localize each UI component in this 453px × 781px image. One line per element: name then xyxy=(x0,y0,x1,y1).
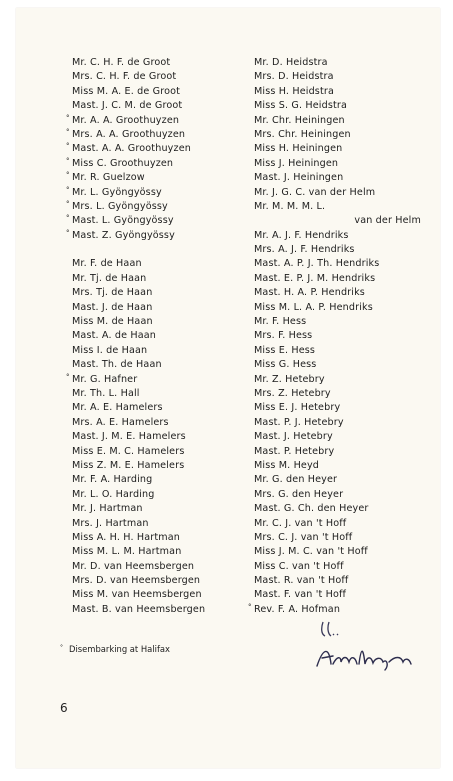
passenger-entry xyxy=(72,473,262,487)
passenger-name: Mr. F. Hess xyxy=(254,316,307,328)
passenger-name: Miss S. G. Heidstra xyxy=(254,100,348,112)
disembark-marker: ° xyxy=(66,127,70,136)
passenger-entry xyxy=(66,228,262,243)
passenger-entry xyxy=(254,157,439,171)
passenger-entry xyxy=(72,344,262,358)
passenger-entry xyxy=(254,517,439,531)
passenger-name: Mr. D. Heidstra xyxy=(254,57,328,68)
passenger-name: Mrs. D. Heidstra xyxy=(254,71,334,83)
passenger-entry xyxy=(72,459,262,473)
passenger-name: Mr. R. Guelzow xyxy=(72,172,145,184)
spacer xyxy=(72,243,262,257)
passenger-name: Miss C. Groothuyzen xyxy=(72,157,174,169)
passenger-entry xyxy=(254,545,439,559)
passenger-name: Mast. J. Heiningen xyxy=(254,172,344,184)
passenger-entry xyxy=(72,488,262,502)
passenger-name: Mrs. Chr. Heiningen xyxy=(254,128,351,140)
passenger-name: Mast. J. Hetebry xyxy=(254,431,333,443)
disembark-marker: ° xyxy=(66,199,70,208)
passenger-name: Mrs. Tj. de Haan xyxy=(72,287,153,299)
passenger-name: Mrs. J. Hartman xyxy=(72,517,149,529)
passenger-name: Miss E. J. Hetebry xyxy=(254,402,341,414)
disembark-marker: ° xyxy=(248,602,252,611)
passenger-entry xyxy=(72,502,262,516)
passenger-name: Mr. L. O. Harding xyxy=(72,488,155,500)
passenger-name: Miss M. L. M. Hartman xyxy=(72,546,182,558)
footnote-marker: ° xyxy=(60,644,63,651)
passenger-name: Mrs. A. A. Groothuyzen xyxy=(72,128,186,140)
passenger-entry xyxy=(72,70,262,84)
passenger-entry xyxy=(72,286,262,300)
passenger-entry xyxy=(254,502,439,516)
passenger-list-right-column xyxy=(248,56,439,617)
passenger-entry xyxy=(72,531,262,545)
passenger-name: Mrs. C. H. F. de Groot xyxy=(72,71,177,83)
passenger-name: Mr. C. H. F. de Groot xyxy=(72,57,171,68)
passenger-name: Mr. F. A. Harding xyxy=(72,474,153,486)
passenger-name: Mast. J. C. M. de Groot xyxy=(72,100,183,112)
passenger-entry xyxy=(254,85,439,99)
passenger-name: Mast. R. van 't Hoff xyxy=(254,575,349,587)
passenger-entry xyxy=(254,430,439,444)
passenger-entry xyxy=(254,488,439,502)
page-number: 6 xyxy=(60,701,68,715)
passenger-name: Mr. F. de Haan xyxy=(72,258,142,270)
disembark-marker: ° xyxy=(66,142,70,151)
passenger-entry xyxy=(72,257,262,271)
passenger-name: Mast. B. van Heemsbergen xyxy=(72,603,206,615)
passenger-entry xyxy=(254,459,439,473)
passenger-name: Miss M. van Heemsbergen xyxy=(72,589,202,601)
disembark-marker: ° xyxy=(66,171,70,180)
passenger-name: Miss A. H. H. Hartman xyxy=(72,531,181,543)
passenger-entry xyxy=(254,214,439,228)
passenger-name: Mr. M. M. M. L. xyxy=(254,200,326,212)
passenger-entry xyxy=(254,257,439,271)
passenger-name: Mast. A. de Haan xyxy=(72,330,157,342)
passenger-entry xyxy=(72,329,262,343)
passenger-entry xyxy=(254,344,439,358)
disembark-marker: ° xyxy=(66,113,70,122)
passenger-name: Mr. Chr. Heiningen xyxy=(254,114,345,126)
passenger-entry xyxy=(254,186,439,200)
passenger-entry xyxy=(72,588,262,602)
disembark-marker: ° xyxy=(66,228,70,237)
passenger-entry xyxy=(72,430,262,444)
document-page xyxy=(16,8,440,768)
passenger-entry xyxy=(254,142,439,156)
passenger-entry xyxy=(254,301,439,315)
passenger-entry xyxy=(72,603,262,617)
passenger-name: van der Helm xyxy=(354,215,421,227)
passenger-name: Mr. D. van Heemsbergen xyxy=(72,560,195,572)
passenger-entry xyxy=(254,401,439,415)
passenger-name: Mast. E. P. J. M. Hendriks xyxy=(254,272,376,284)
passenger-entry xyxy=(66,372,262,387)
passenger-entry xyxy=(254,588,439,602)
passenger-entry xyxy=(254,358,439,372)
disembark-marker: ° xyxy=(66,214,70,223)
passenger-entry xyxy=(254,171,439,185)
passenger-entry xyxy=(66,113,262,128)
passenger-entry xyxy=(254,286,439,300)
passenger-name: Miss E. Hess xyxy=(254,344,316,356)
handwritten-signature xyxy=(309,618,419,678)
passenger-entry xyxy=(254,200,439,214)
passenger-name: Mast. G. Ch. den Heyer xyxy=(254,503,369,515)
passenger-entry xyxy=(66,199,262,214)
passenger-name: Miss M. Heyd xyxy=(254,459,320,471)
passenger-name: Mast. J. M. E. Hamelers xyxy=(72,431,186,443)
passenger-name: Mrs. G. den Heyer xyxy=(254,488,344,500)
passenger-entry xyxy=(72,545,262,559)
passenger-entry xyxy=(72,574,262,588)
passenger-name: Miss C. van 't Hoff xyxy=(254,560,344,572)
passenger-name: Mr. C. J. van 't Hoff xyxy=(254,517,347,529)
passenger-name: Mrs. F. Hess xyxy=(254,330,313,342)
passenger-name: Mr. A. A. Groothuyzen xyxy=(72,114,180,126)
passenger-entry xyxy=(72,99,262,113)
passenger-entry xyxy=(72,301,262,315)
passenger-name: Mrs. D. van Heemsbergen xyxy=(72,575,201,587)
passenger-entry xyxy=(254,560,439,574)
disembark-marker: ° xyxy=(66,372,70,381)
passenger-entry xyxy=(72,560,262,574)
passenger-entry xyxy=(254,416,439,430)
passenger-name: Miss H. Heidstra xyxy=(254,85,334,97)
passenger-name: Mr. L. Gyöngyössy xyxy=(72,186,162,198)
passenger-entry xyxy=(72,401,262,415)
passenger-name: Mast. P. Hetebry xyxy=(254,445,335,457)
passenger-name: Mast. H. A. P. Hendriks xyxy=(254,287,365,299)
passenger-entry xyxy=(254,56,439,70)
passenger-entry xyxy=(72,272,262,286)
passenger-entry xyxy=(254,373,439,387)
passenger-name: Miss I. de Haan xyxy=(72,344,148,356)
passenger-entry xyxy=(254,114,439,128)
passenger-name: Mr. J. Hartman xyxy=(72,503,143,515)
passenger-name: Miss Z. M. E. Hamelers xyxy=(72,459,185,471)
passenger-entry xyxy=(254,128,439,142)
passenger-entry xyxy=(254,445,439,459)
passenger-entry xyxy=(72,517,262,531)
passenger-entry xyxy=(72,445,262,459)
passenger-name: Mr. A. J. F. Hendriks xyxy=(254,229,349,241)
passenger-entry xyxy=(72,315,262,329)
passenger-name: Mast. P. J. Hetebry xyxy=(254,416,344,428)
passenger-name: Mrs. A. J. F. Hendriks xyxy=(254,244,355,256)
passenger-name: Rev. F. A. Hofman xyxy=(254,603,341,615)
passenger-entry xyxy=(66,127,262,142)
passenger-name: Mrs. C. J. van 't Hoff xyxy=(254,531,353,543)
passenger-entry xyxy=(72,56,262,70)
passenger-name: Mr. J. G. C. van der Helm xyxy=(254,186,376,198)
passenger-entry xyxy=(66,185,262,200)
passenger-entry xyxy=(254,272,439,286)
footnote xyxy=(60,644,170,654)
passenger-name: Mrs. L. Gyöngyössy xyxy=(72,200,168,212)
passenger-name: Mrs. A. E. Hamelers xyxy=(72,416,169,428)
passenger-name: Mast. Th. de Haan xyxy=(72,359,162,371)
disembark-marker: ° xyxy=(66,185,70,194)
passenger-entry xyxy=(254,70,439,84)
passenger-entry xyxy=(66,171,262,185)
passenger-name: Mr. Tj. de Haan xyxy=(72,272,147,284)
passenger-entry xyxy=(66,214,262,228)
passenger-name: Mast. Z. Gyöngyössy xyxy=(72,229,175,241)
passenger-name: Miss J. Heiningen xyxy=(254,157,339,169)
passenger-entry xyxy=(248,602,439,617)
passenger-name: Mast. J. de Haan xyxy=(72,301,153,313)
passenger-name: Mast. A. A. Groothuyzen xyxy=(72,143,191,155)
passenger-entry xyxy=(254,99,439,113)
passenger-entry xyxy=(254,387,439,401)
passenger-name: Mast. F. van 't Hoff xyxy=(254,589,347,601)
passenger-name: Mr. A. E. Hamelers xyxy=(72,402,163,414)
passenger-name: Miss E. M. C. Hamelers xyxy=(72,445,185,457)
passenger-entry xyxy=(254,229,439,243)
passenger-name: Mr. Z. Hetebry xyxy=(254,373,325,385)
passenger-name: Mast. A. P. J. Th. Hendriks xyxy=(254,258,380,270)
passenger-entry xyxy=(254,531,439,545)
passenger-entry xyxy=(254,243,439,257)
passenger-entry xyxy=(66,156,262,171)
passenger-name: Miss G. Hess xyxy=(254,359,317,371)
footnote-text: Disembarking at Halifax xyxy=(69,644,171,654)
passenger-entry xyxy=(254,315,439,329)
passenger-name: Miss M. de Haan xyxy=(72,316,153,328)
passenger-name: Miss M. A. E. de Groot xyxy=(72,85,181,97)
passenger-entry xyxy=(72,416,262,430)
passenger-name: Mr. G. Hafner xyxy=(72,373,138,385)
passenger-entry xyxy=(72,358,262,372)
passenger-name: Miss M. L. A. P. Hendriks xyxy=(254,301,373,313)
passenger-entry xyxy=(72,387,262,401)
passenger-entry xyxy=(254,473,439,487)
passenger-name: Miss H. Heiningen xyxy=(254,143,343,155)
passenger-name: Mast. L. Gyöngyössy xyxy=(72,215,174,227)
passenger-entry xyxy=(72,85,262,99)
passenger-list-left-column xyxy=(66,56,262,617)
passenger-name: Mrs. Z. Hetebry xyxy=(254,387,331,399)
passenger-entry xyxy=(254,574,439,588)
passenger-entry xyxy=(66,142,262,156)
disembark-marker: ° xyxy=(66,156,70,165)
passenger-entry xyxy=(254,329,439,343)
passenger-name: Mr. G. den Heyer xyxy=(254,474,338,486)
passenger-name: Mr. Th. L. Hall xyxy=(72,387,140,399)
passenger-name: Miss J. M. C. van 't Hoff xyxy=(254,546,368,558)
